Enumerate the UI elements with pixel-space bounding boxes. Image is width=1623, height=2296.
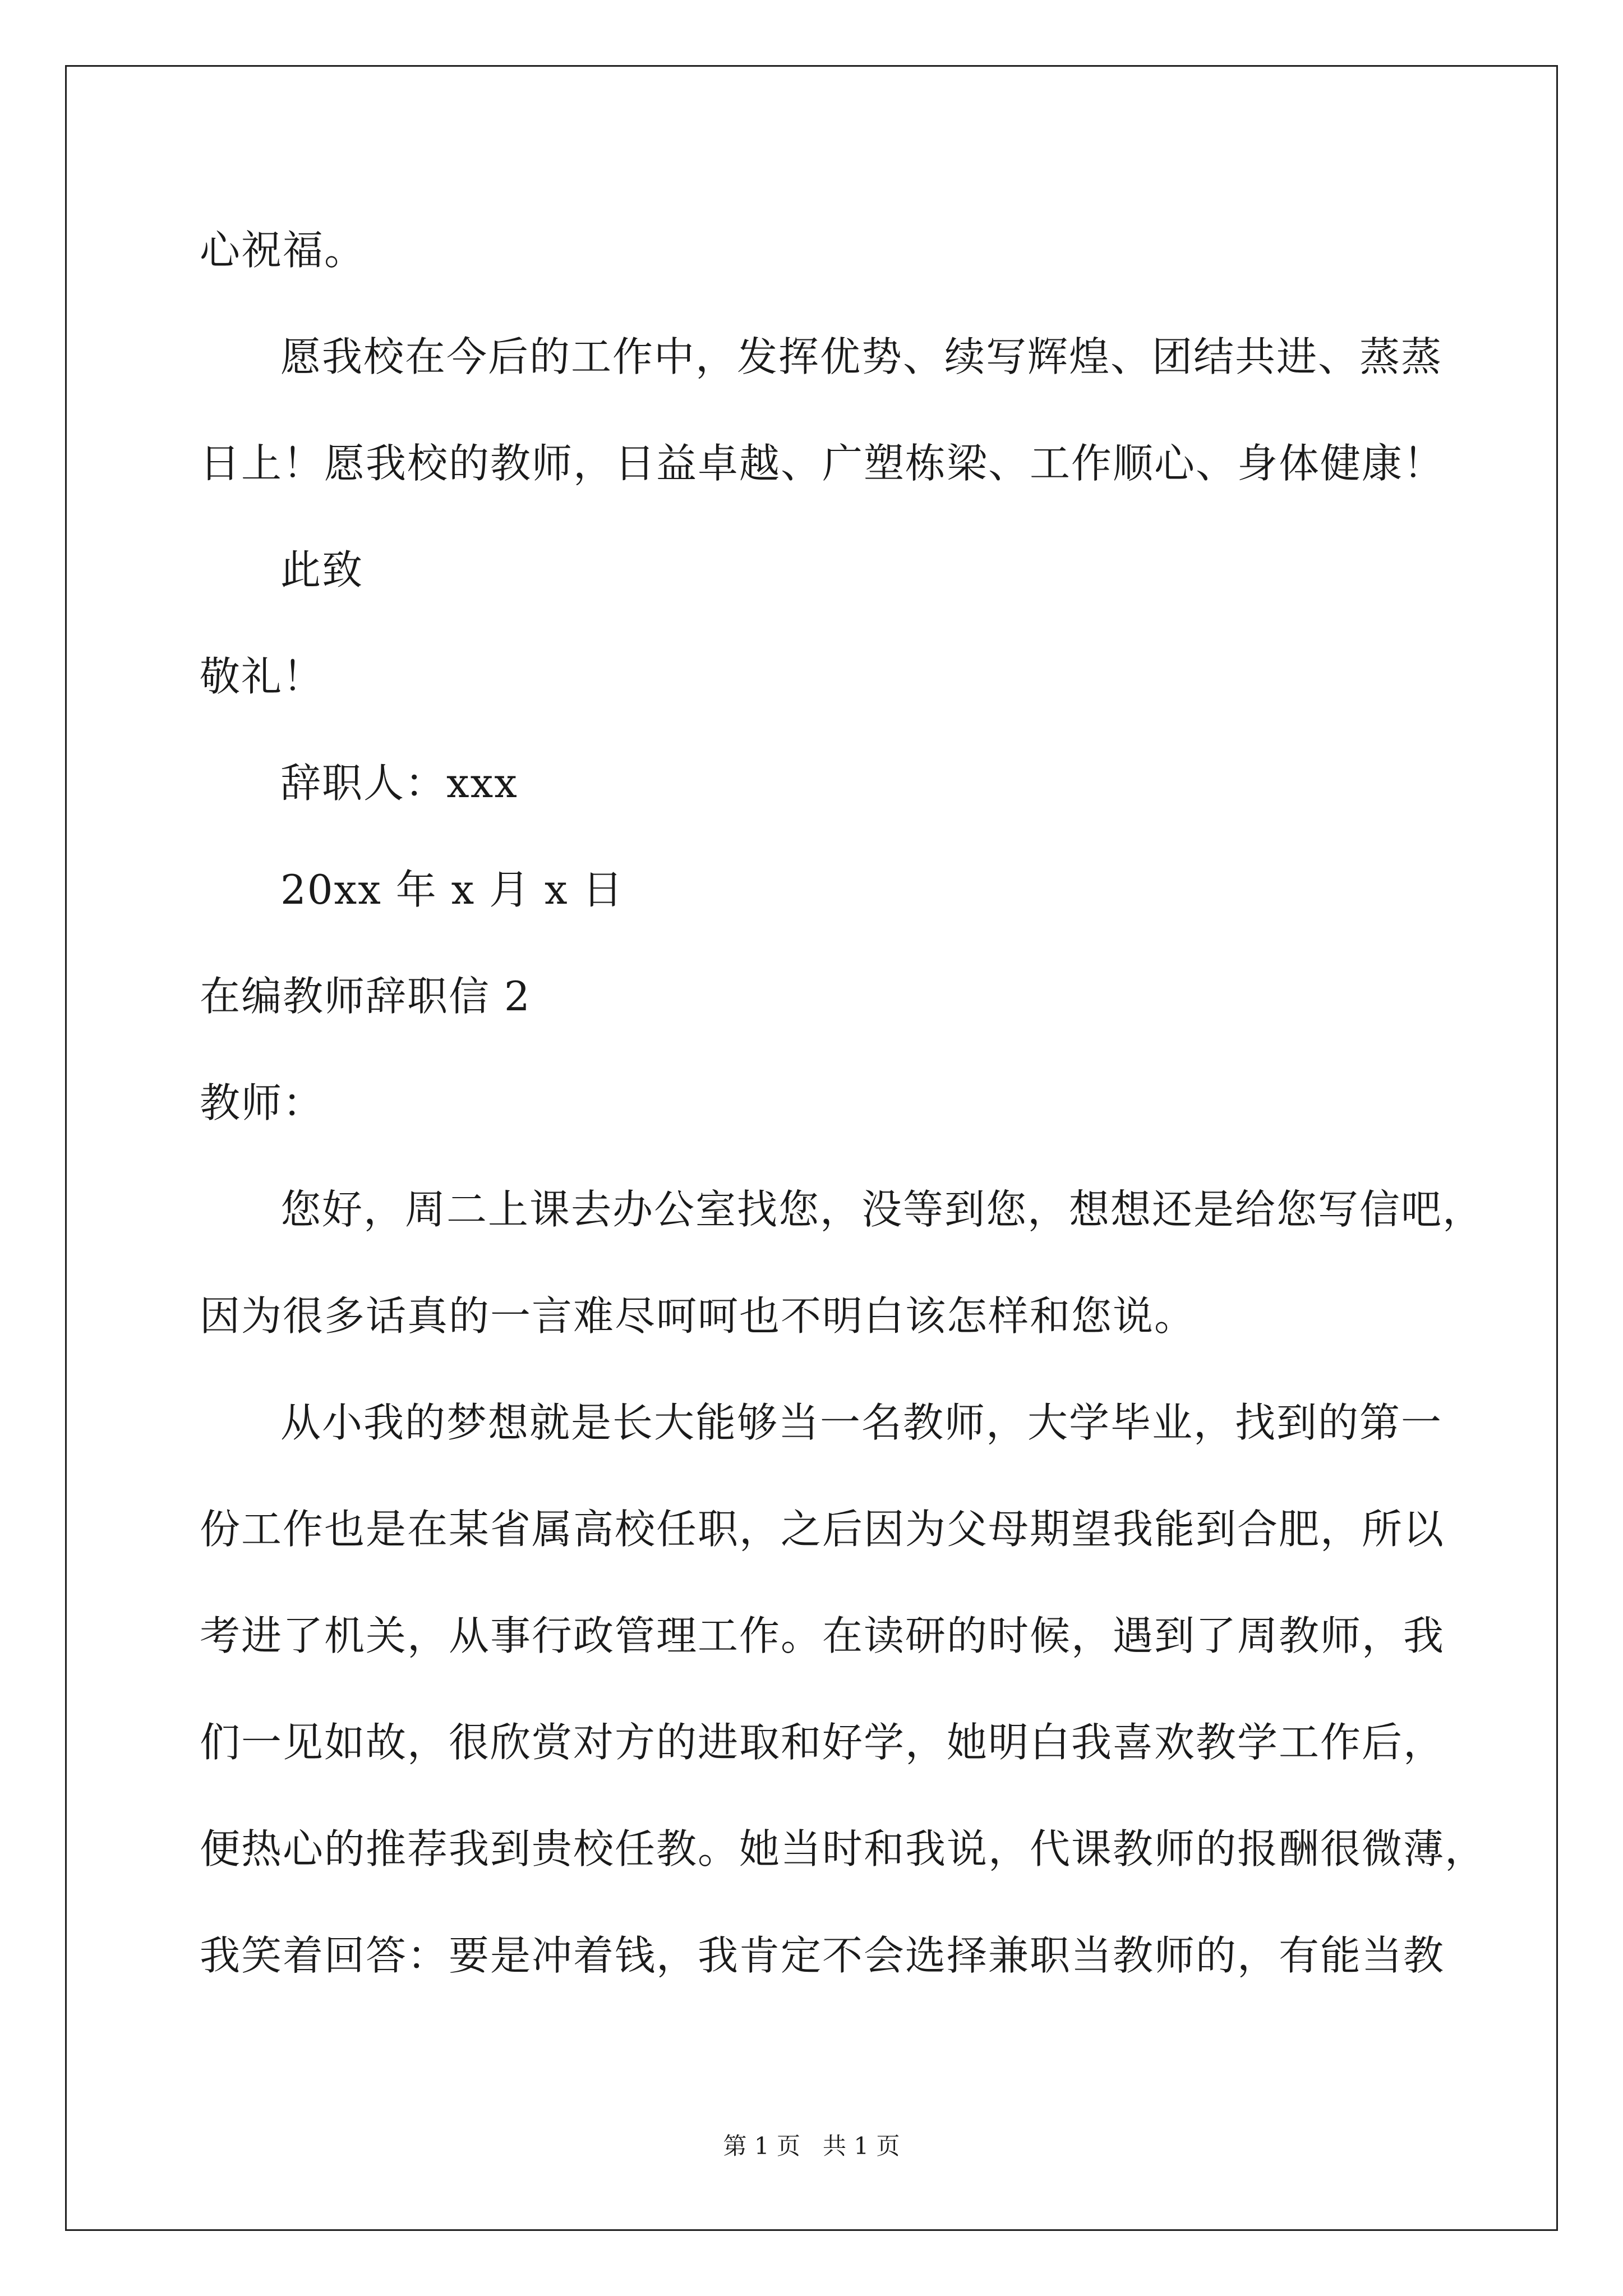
body-line: 日上！愿我校的教师，日益卓越、广塑栋梁、工作顺心、身体健康！	[200, 440, 1445, 487]
body-line: 愿我校在今后的工作中，发挥优势、续写辉煌、团结共进、蒸蒸	[280, 333, 1443, 380]
page-footer: 第 1 页 共 1 页	[723, 2132, 900, 2160]
body-line: 考进了机关，从事行政管理工作。在读研的时候，遇到了周教师，我	[200, 1612, 1445, 1659]
date-line: 20xx 年 x 月 x 日	[280, 866, 624, 913]
body-line: 从小我的梦想就是长大能够当一名教师，大学毕业，找到的第一	[280, 1399, 1443, 1446]
closing-salutation: 此致	[280, 546, 364, 593]
body-line: 因为很多话真的一言难尽呵呵也不明白该怎样和您说。	[200, 1292, 1196, 1340]
signature-line: 辞职人：xxx	[280, 760, 518, 807]
body-line: 心祝福。	[200, 227, 366, 274]
body-line: 们一见如故，很欣赏对方的进取和好学，她明白我喜欢教学工作后，	[200, 1719, 1445, 1766]
page-border	[65, 65, 1558, 2231]
body-line: 份工作也是在某省属高校任职，之后因为父母期望我能到合肥，所以	[200, 1506, 1445, 1553]
body-line: 您好，周二上课去办公室找您，没等到您，想想还是给您写信吧，	[280, 1186, 1484, 1233]
greeting: 教师：	[200, 1079, 325, 1126]
section-title: 在编教师辞职信 2	[200, 973, 531, 1020]
body-line: 我笑着回答：要是冲着钱，我肯定不会选择兼职当教师的，有能当教	[200, 1932, 1445, 1979]
closing-regards: 敬礼！	[200, 653, 325, 700]
body-line: 便热心的推荐我到贵校任教。她当时和我说，代课教师的报酬很微薄，	[200, 1825, 1487, 1872]
